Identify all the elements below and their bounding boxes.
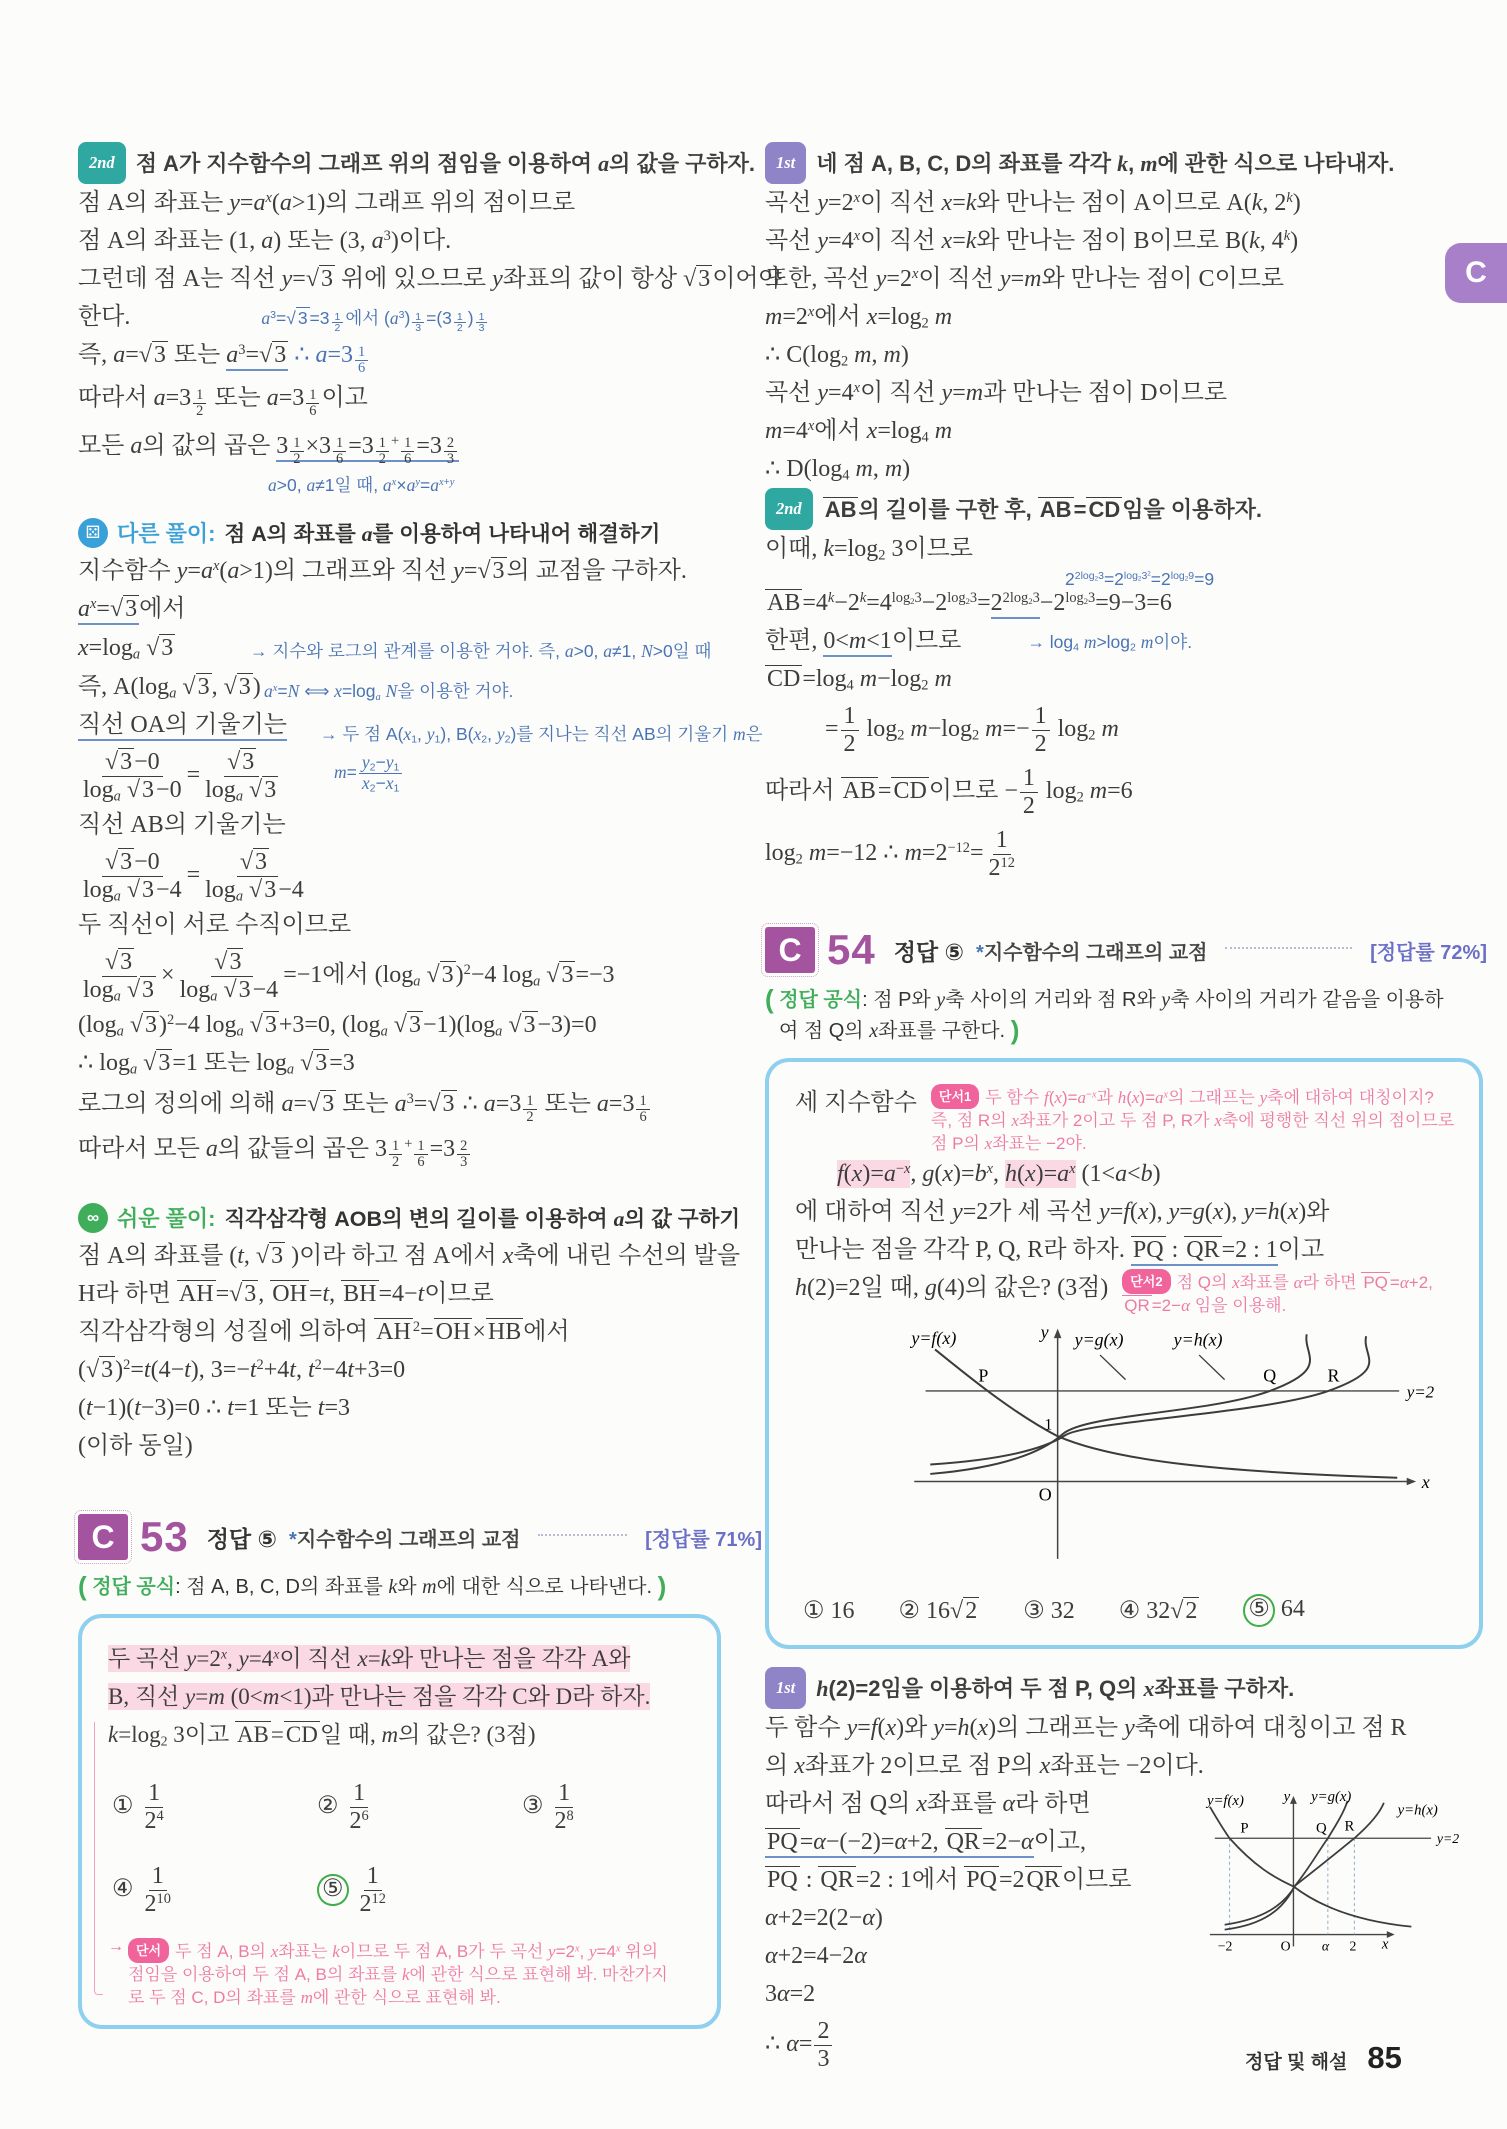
step-title: h(2)=2임을 이용하여 두 점 P, Q의 x좌표를 구하자. — [816, 1675, 1295, 1701]
annotation-slope-formula: → 두 점 $A(x_1$, $y_1$), $B(x_2$, $y_2$)를 지나는 직선 AB의 기울기 m은 m= $\frac{y_2-y_1}{x_2-x_1}$ — [320, 724, 763, 795]
easy-line: (이하 동일) — [78, 1433, 193, 1460]
alt-line: 직선 AB의 기울기는 — [78, 812, 286, 839]
problem-53-box — [78, 1614, 721, 2029]
problem-intro: 세 지수함수 — [795, 1090, 917, 1116]
annotation-exponent-rule: a>0, a≠1일 때, $a^x\times a^y=a^{x+y}$ — [268, 475, 455, 496]
graph-label-origin: O — [1038, 1484, 1052, 1505]
problem-line: 에 대하여 직선 y=2가 세 곡선 y=f(x), y=g(x), y=h(x)와 — [795, 1199, 1330, 1225]
problem-question-row — [795, 1269, 1455, 1317]
graph-label-x-axis: x — [1421, 1472, 1430, 1493]
graph2-tick-minus2: −2 — [1217, 1937, 1233, 1953]
solution-line: 따라서 a=3 $^{\frac{1}{2}}$ 또는 a=3 $^{\frac{1}{6}}$ 이고 — [78, 385, 368, 419]
solution-line: 또한, 곡선 $y=2^x$이 직선 y=m와 만나는 점이 C이므로 — [765, 266, 1285, 292]
solution-line: 곡선 $y=4^x$이 직선 x=k와 만나는 점이 B이므로 B(k, 4$^k$) — [765, 228, 1299, 254]
alt-line: $a^x=√3$에서 — [78, 590, 762, 628]
option-5-answer: ⑤ 64 — [1243, 1594, 1305, 1627]
graph-label-h: y=h(x) — [1173, 1329, 1223, 1350]
annotation-cube-root: $a^3=√$ 3 =3 $^{\frac{1}{2}}$ 에서 $(a^3)$ $^{\frac{1}{3}}$ =(3 $^{\frac{1}{2}}$ ) $^{\frac{1}{3}}$ — [261, 308, 489, 328]
solution-line: PQ : QR=2 : 1에서 PQ=2QR이므로 — [767, 1866, 1132, 1893]
easy-solution-title: 직각삼각형 AOB의 변의 길이를 이용하여 a의 값 구하기 — [224, 1207, 741, 1232]
solution-line: $m=4^x$에서 $x=\log_4$ m — [765, 418, 953, 446]
option-1: ① 16 — [803, 1597, 855, 1624]
clue-badge: 단서 — [128, 1938, 169, 1963]
graph2-label-origin: O — [1280, 1937, 1291, 1953]
step-badge-2nd: 2nd — [78, 142, 126, 184]
solution-line: 이때, $k=\log_2$ 3이므로 — [765, 536, 973, 564]
solution-line: $2^{2log_23}=2^{log_23^2}=2^{log_29}=9$ $AB=4^k-2^k=4^{log_23}-2^{log_23}=2^{2log_23}-2^{log_23}=9-3=6$ — [765, 584, 1487, 622]
clue-note-53: → 단서 두 점 A, B의 x좌표는 k이므로 두 점 A, B가 두 곡선 $y=2^x$, $y=4^x$ 위의 점임을 이용하여 두 점 A, B의 좌표를 k에 관한 식으로 표현해 봐. 마찬가지로 두 점 C, D의 좌표를 m에 관한 식으로 표현해 봐. — [108, 1938, 693, 2009]
answer-rate: [정답률 71%] — [645, 1528, 762, 1551]
exponential-graph — [905, 1323, 1455, 1578]
answer-rate: [정답률 72%] — [1370, 941, 1487, 964]
solution-line: 한다. $a^3=√$ 3 =3 $^{\frac{1}{2}}$ 에서 $(a^3)$ $^{\frac{1}{3}}$ =(3 $^{\frac{1}{2}}$ ) $^{\frac{1}{3}}$ — [78, 298, 762, 336]
solution-line: 즉, a=√3 또는 $a^3=√3$ ∴ a=3 $^{\frac{1}{6}}$ — [78, 336, 762, 375]
problem-line: $k=\log_2$ 3이고 AB=CD일 때, m의 값은? (3점) — [108, 1722, 536, 1749]
option-3: ③ $\frac{1}{2^8}$ — [522, 1780, 574, 1834]
graph2-label-g: y=g(x) — [1311, 1788, 1352, 1805]
glasses-icon: ∞ — [78, 1203, 108, 1233]
alt-line: 두 직선이 서로 수직이므로 — [78, 912, 352, 939]
problem-functions: $f(x)=a^{-x}$, $g(x)=b^x$, $h(x)=a^x$ (1<a<b) — [837, 1161, 1161, 1187]
problem-topic: 지수함수의 그래프의 교점 — [296, 1528, 521, 1551]
solution-line: 곡선 $y=4^x$이 직선 y=m과 만나는 점이 D이므로 — [765, 380, 1228, 406]
dice-icon: ⚄ — [78, 518, 108, 548]
option-2: ② $\frac{1}{2^6}$ — [317, 1780, 369, 1834]
solution-line: 그런데 점 A는 직선 y=√3 위에 있으므로 y좌표의 값이 항상 √3이어야 — [78, 266, 782, 292]
alt-line: 따라서 모든 a의 값들의 곱은 3 $^{\frac{1}{2} + \frac{1}{6}}$ =3 $^{\frac{2}{3}}$ — [78, 1126, 762, 1172]
problem-line: B, 직선 y=m (0<m<1)과 만나는 점을 각각 C와 D라 하자. — [108, 1684, 651, 1710]
easy-solution-label: 쉬운 풀이: — [117, 1206, 216, 1232]
easy-line: H라 하면 AH=√3, OH=t, BH=4−t이므로 — [78, 1281, 494, 1308]
option-2: ② 16√2 — [898, 1597, 978, 1624]
solution-line: 의 x좌표가 2이므로 점 P의 x좌표는 −2이다. — [765, 1752, 1204, 1779]
graph-label-g: y=g(x) — [1074, 1329, 1124, 1350]
problem-answer: 정답 ⑤ — [893, 938, 965, 965]
dotted-leader — [538, 1534, 627, 1536]
graph-label-y2: y=2 — [1406, 1382, 1435, 1402]
page-number: 85 — [1367, 2040, 1402, 2075]
easy-line: 직각삼각형의 성질에 의하여 AH $^2$=OH×HB에서 — [78, 1319, 570, 1346]
graph-point-R: R — [1327, 1365, 1340, 1386]
solution-line: 따라서 AB=CD이므로 − $\frac{1}{2}$ $\log_2 m=6$ — [765, 765, 1133, 819]
problem-answer: 정답 ⑤ — [206, 1525, 278, 1552]
easy-line: $(√3)^2=t(4-t)$, $3=-t^2+4t$, $t^2-4t+3=0$ — [78, 1357, 406, 1384]
graph-label-y-axis: y — [1040, 1323, 1049, 1343]
solution-line: ∴ $C(\log_2$ m, m) — [765, 342, 909, 370]
step-2nd-line — [765, 488, 1487, 530]
solution-line: ∴ $D(\log_4$ m, m) — [765, 456, 911, 484]
answer-circle-mark: ⑤ — [1243, 1594, 1275, 1627]
answer-formula-53: ( 정답 공식: 점 A, B, C, D의 좌표를 k와 m에 대한 식으로 나타낸다. ) — [78, 1571, 667, 1602]
graph2-point-Q: Q — [1316, 1819, 1327, 1836]
options-54 — [803, 1594, 1455, 1627]
step-badge-1st: 1st — [765, 142, 806, 184]
problem-number: 54 — [827, 926, 876, 973]
graph-label-f: y=f(x) — [911, 1327, 957, 1348]
solution-line: = $\frac{1}{2}$ $\log_2 m-\log_2$ m=− $\frac{1}{2}$ $\log_2 m$ — [825, 703, 1119, 757]
alt-line: 직선 OA의 기울기는 → 두 점 $A(x_1$, $y_1$), $B(x_2$, $y_2$)를 지나는 직선 AB의 기울기 m은 m= $\frac{y_2-y_1}{x_2-x_1}$ — [78, 712, 763, 795]
graph2-tick-alpha: α — [1321, 1937, 1330, 1953]
alt-solution-header — [78, 517, 762, 548]
clue1-badge: 단서1 — [931, 1084, 979, 1109]
problem-number: 53 — [140, 1513, 189, 1561]
graph-point-Q: Q — [1263, 1365, 1277, 1386]
solution-line: PQ=α−(−2)=α+2, QR=2−α이고, — [765, 1823, 1487, 1861]
solution-line: 곡선 $y=2^x$이 직선 x=k와 만나는 점이 A이므로 A(k, 2$^k$) — [765, 190, 1301, 216]
graph2-label-f: y=f(x) — [1206, 1792, 1244, 1809]
answer-formula-54: ( 정답 공식: 점 P와 y축 사이의 거리와 점 R와 y축 사이의 거리가 같음을 이용하 여 점 Q의 x좌표를 구한다. ) — [765, 984, 1444, 1045]
solution-line: 두 함수 y=f(x)와 y=h(x)의 그래프는 y축에 대하여 대칭이고 점 R — [765, 1714, 1407, 1741]
graph2-label-y-axis: y — [1283, 1788, 1291, 1805]
graph2-label-x-axis: x — [1381, 1935, 1389, 1952]
alt-line: $\frac{√3-0}{\log_a √3-4}$ = $\frac{√3}{\log_a √3-4}$ — [83, 849, 304, 905]
solution-line: α+2=2(2−α) — [765, 1904, 883, 1931]
dotted-leader — [1225, 947, 1352, 949]
alt-line: 로그의 정의에 의해 a=√3 또는 $a^3=√3$ ∴ a=3 $^{\frac{1}{2}}$ 또는 a=3 $^{\frac{1}{6}}$ — [78, 1082, 762, 1126]
problem-54-box — [765, 1058, 1483, 1649]
solution-line: α+2=4−2α — [765, 1942, 867, 1969]
step-badge-1st: 1st — [765, 1667, 806, 1709]
graph-label-one: 1 — [1044, 1416, 1053, 1434]
annotation-power-identity: $2^{2log_23}=2^{log_23^2}=2^{log_29}=9$ — [1065, 569, 1215, 589]
problem-intro-row — [795, 1084, 1455, 1155]
annotation-log-compare: → $\log_4 m>\log_2$ m이야. — [1027, 632, 1193, 654]
step-1st-line — [765, 1667, 1487, 1709]
clue2-badge: 단서2 — [1122, 1269, 1170, 1294]
right-column — [765, 142, 1487, 2075]
problem-topic: 지수함수의 그래프의 교점 — [983, 941, 1208, 964]
graph-point-P: P — [978, 1365, 989, 1386]
graph2-point-P: P — [1240, 1819, 1249, 1836]
alt-line: $\frac{√3-0}{\log_a √3-0}$ = $\frac{√3}{\log_a √3}$ — [83, 749, 277, 805]
alt-solution-label: 다른 풀이: — [117, 521, 216, 547]
clue2-note: 단서2 점 Q의 x좌표를 α라 하면 PQ =α+2, QR =2−α 임을 이용해. — [1122, 1269, 1452, 1317]
problem-53-header — [78, 1513, 762, 1561]
left-column — [78, 142, 782, 2029]
annotation-log-relation: → 지수와 로그의 관계를 이용한 거야. 즉, a>0, a≠1, N>0일 때 $a^x=N$ ⟺ $x=\log_a$ N을 이용한 거야. — [250, 641, 712, 703]
footer-label: 정답 및 해설 — [1245, 2052, 1348, 2073]
solution-line: 점 A의 좌표는 $y=a^x(a>1)$의 그래프 위의 점이므로 — [78, 190, 576, 216]
page-footer — [1245, 2040, 1402, 2076]
option-1: ① $\frac{1}{2^4}$ — [112, 1780, 164, 1834]
step-title: 점 A가 지수함수의 그래프 위의 점임을 이용하여 a의 값을 구하자. — [135, 151, 756, 176]
easy-line: 점 A의 좌표를 (t, √3 )이라 하고 점 A에서 x축에 내린 수선의 발을 — [78, 1243, 741, 1270]
step-2nd-line — [78, 142, 762, 184]
solution-line: $m=2^x$에서 $x=\log_2$ m — [765, 304, 953, 332]
problem-letter-badge: C — [78, 1514, 128, 1560]
solution-line: 모든 a의 값의 곱은 3 $^{\frac{1}{2}}$ ×3 $^{\frac{1}{6}}$ =3 $^{\frac{1}{2} + \frac{1}{6}}$ =3 $^{\frac{2}{3}}$ — [78, 421, 762, 471]
problem-line: 만나는 점을 각각 P, Q, R라 하자. PQ : QR=2 : 1이고 — [795, 1231, 1455, 1269]
alt-line: 즉, $A(\log_a$ √3, √3) — [78, 674, 261, 702]
problem-letter-badge: C — [765, 927, 815, 973]
asterisk-icon: * — [289, 1528, 297, 1551]
graph2-label-y2: y=2 — [1436, 1830, 1460, 1846]
alt-line: ∴ $\log_a √3=1$ 또는 $\log_a √3=3$ — [78, 1050, 355, 1078]
alt-line: $\frac{√3}{\log_a √3}$ × $\frac{√3}{\log_a √3-4}$ =−1에서 ($\log_a$ √3)$^2$−4 $\log_a √3=-3$ — [83, 949, 615, 1005]
alt-line: ($\log_a$ √3)$^2$−4 $\log_a √3+3=0$, ($\log_a$ $√3-1)(\log_a$ √3−3)=0 — [78, 1012, 597, 1040]
asterisk-icon: * — [976, 941, 984, 964]
step-1st-line — [765, 142, 1487, 184]
options-53 — [112, 1780, 693, 1918]
easy-solution-header — [78, 1202, 762, 1233]
graph2-tick-two: 2 — [1349, 1937, 1357, 1953]
solution-line: 3α=2 — [765, 1980, 816, 2007]
chapter-tab: C — [1445, 243, 1507, 303]
graph2-label-h: y=h(x) — [1397, 1802, 1438, 1819]
solution-line: 점 A의 좌표는 (1, a) 또는 (3, $a^3$)이다. — [78, 228, 452, 254]
solution-line: $CD=\log_4$ $m-\log_2$ m — [767, 666, 952, 694]
easy-line: (t−1)(t−3)=0 ∴ t=1 또는 t=3 — [78, 1395, 351, 1422]
clue-arrow-icon: → — [108, 1937, 124, 1955]
problem-line: 두 곡선 $y=2^x$, $y=4^x$이 직선 x=k와 만나는 점을 각각 A와 — [108, 1646, 631, 1672]
alt-line: $x=\log_a$ √3 → 지수와 로그의 관계를 이용한 거야. 즉, a>0, a≠1, N>0일 때 $a^x=N$ ⟺ $x=\log_a$ N을 이용한 거야. — [78, 628, 762, 668]
solution-line: 한편, 0<m<1이므로 → $\log_4 m>\log_2$ m이야. — [765, 622, 1487, 660]
step-title: 네 점 A, B, C, D의 좌표를 각각 k, m에 관한 식으로 나타내자. — [816, 151, 1395, 176]
problem-54-header — [765, 926, 1487, 974]
option-5-answer: ⑤ $\frac{1}{2^{12}}$ — [317, 1863, 522, 1918]
alt-solution-title: 점 A의 좌표를 a를 이용하여 나타내어 해결하기 — [224, 522, 661, 547]
option-3: ③ 32 — [1023, 1597, 1075, 1624]
option-4: ④ 32√2 — [1118, 1597, 1198, 1624]
step-badge-2nd: 2nd — [765, 488, 813, 530]
solution-line: ∴ α= $\frac{2}{3}$ — [765, 2013, 1487, 2075]
graph2-point-R: R — [1344, 1817, 1355, 1834]
clue-bracket-line — [94, 1722, 103, 1995]
alt-line: 지수함수 $y=a^x(a>1)$의 그래프와 직선 y=√3의 교점을 구하자. — [78, 558, 687, 585]
step-title: AB의 길이를 구한 후, AB=CD임을 이용하자. — [824, 497, 1262, 522]
answer-circle-mark: ⑤ — [317, 1874, 349, 1907]
problem-question: h(2)=2일 때, g(4)의 값은? (3점) — [795, 1275, 1109, 1301]
option-4: ④ $\frac{1}{2^{10}}$ — [112, 1862, 171, 1917]
solution-line: 따라서 점 Q의 x좌표를 α라 하면 y=f(x) y y=g(x) y=h(x) y=2 P Q R −2 O α 2 x — [765, 1785, 1487, 1823]
clue1-note: 단서1 두 함수 $f(x)=a^{-x}$과 $h(x)=a^x$의 그래프는 y축에 대하여 대칭이지? 즉, 점 R의 x좌표가 2이고 두 점 P, R가 x축에 평행한 직선 위의 점이므로 점 P의 x좌표는 −2야. — [931, 1084, 1455, 1155]
solution-line: $\log_2 m=-12$ ∴ $m=2^{-12}=$ $\frac{1}{2^{12}}$ — [765, 827, 1015, 881]
